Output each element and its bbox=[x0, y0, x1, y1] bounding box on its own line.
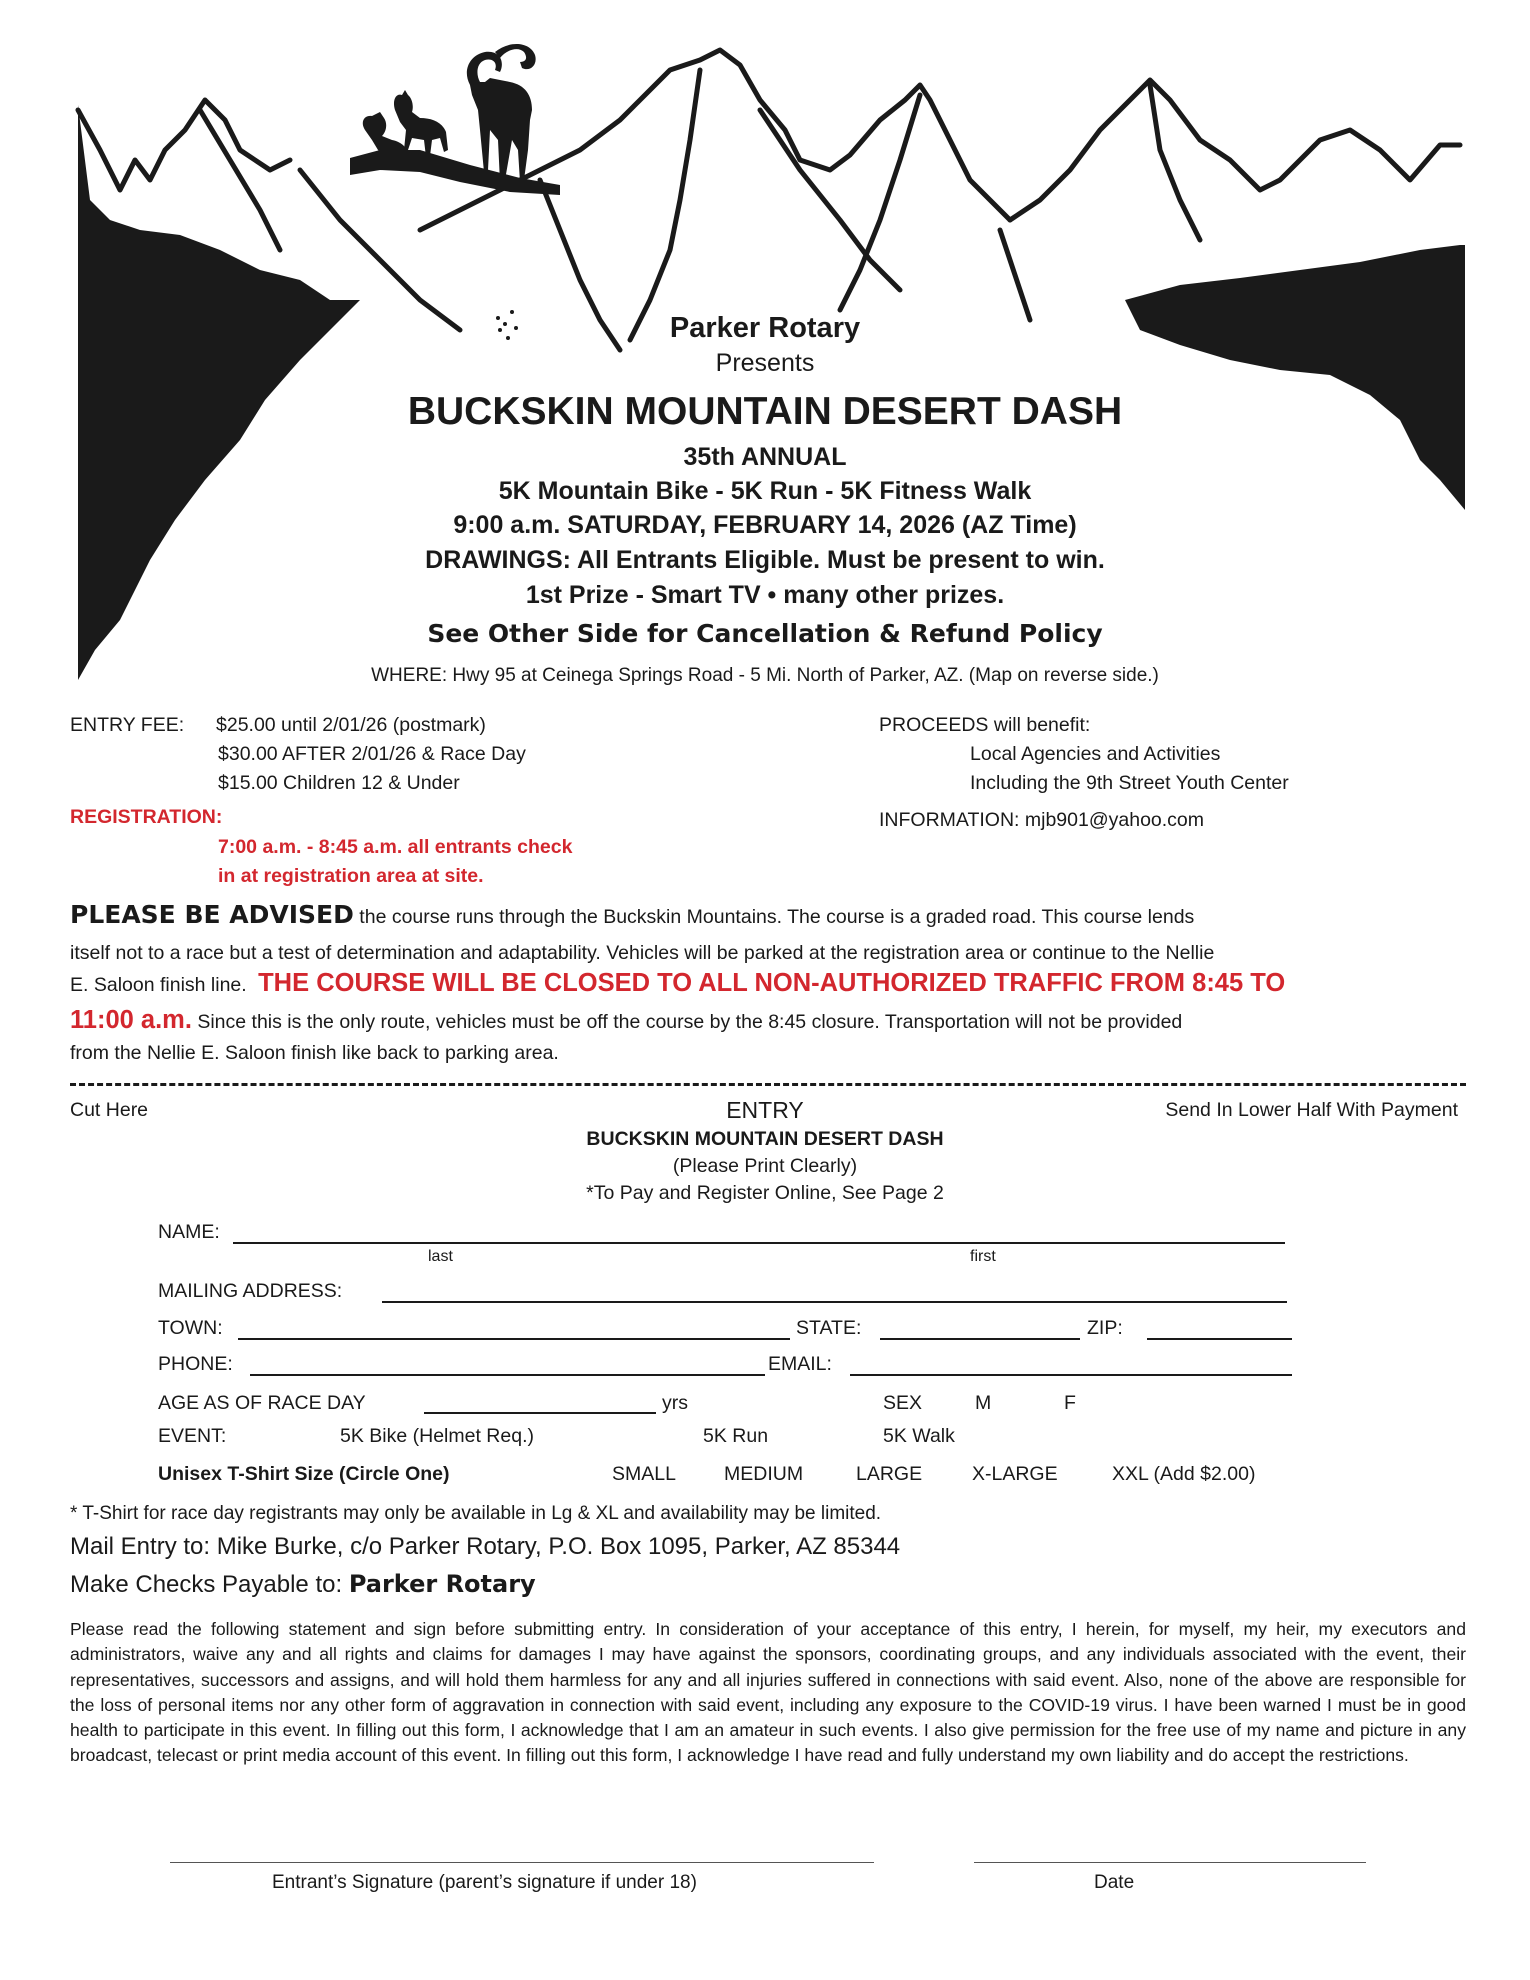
ridge-lines-5 bbox=[840, 95, 920, 310]
email-label: EMAIL: bbox=[768, 1353, 832, 1375]
age-unit: yrs bbox=[662, 1392, 688, 1414]
ridge-lines-4 bbox=[760, 110, 900, 290]
tshirt-option-small[interactable]: SMALL bbox=[612, 1463, 676, 1485]
entry-fee-item: $25.00 until 2/01/26 (postmark) bbox=[216, 714, 486, 736]
event-list: 5K Mountain Bike - 5K Run - 5K Fitness Walk bbox=[498, 477, 1032, 505]
last-name-hint: last bbox=[428, 1248, 453, 1265]
signature-field[interactable] bbox=[170, 1862, 874, 1863]
advisory-line-3 bbox=[70, 969, 1285, 998]
phone-field[interactable] bbox=[250, 1374, 765, 1376]
zip-label: ZIP: bbox=[1087, 1317, 1123, 1339]
ridge-right bbox=[1010, 80, 1460, 220]
cut-line-divider bbox=[70, 1083, 1466, 1086]
sex-option-f[interactable]: F bbox=[1064, 1392, 1076, 1414]
age-label: AGE AS OF RACE DAY bbox=[158, 1392, 366, 1414]
tshirt-availability-note: * T-Shirt for race day registrants may only be available in Lg & XL and availability may be limited. bbox=[70, 1503, 882, 1524]
name-field[interactable] bbox=[233, 1242, 1285, 1244]
ridge-lines-3 bbox=[630, 70, 700, 340]
advisory-line-4 bbox=[70, 1006, 1182, 1035]
entry-fee-item: $15.00 Children 12 & Under bbox=[218, 772, 460, 794]
cut-here-label: Cut Here bbox=[70, 1099, 149, 1121]
town-field[interactable] bbox=[238, 1338, 790, 1340]
event-option-run[interactable]: 5K Run bbox=[703, 1425, 769, 1447]
advisory-line-2: itself not to a race but a test of determination and adaptability. Vehicles will be parked at the registration area or continue to the Nellie bbox=[70, 942, 1215, 964]
closure-end-time: 11:00 a.m. bbox=[70, 1006, 192, 1034]
online-registration-note: *To Pay and Register Online, See Page 2 bbox=[586, 1182, 944, 1204]
phone-label: PHONE: bbox=[158, 1353, 233, 1375]
tshirt-size-label: Unisex T-Shirt Size (Circle One) bbox=[158, 1463, 450, 1485]
state-label: STATE: bbox=[796, 1317, 862, 1339]
sex-label: SEX bbox=[883, 1392, 923, 1414]
event-option-bike[interactable]: 5K Bike (Helmet Req.) bbox=[340, 1425, 534, 1447]
mailing-address-label: MAILING ADDRESS: bbox=[158, 1280, 343, 1302]
date-field[interactable] bbox=[974, 1862, 1366, 1863]
state-field[interactable] bbox=[880, 1338, 1080, 1340]
proceeds-item: Including the 9th Street Youth Center bbox=[970, 772, 1289, 794]
advisory-line-5: from the Nellie E. Saloon finish like back to parking area. bbox=[70, 1042, 559, 1064]
checks-payable bbox=[70, 1570, 536, 1599]
tshirt-option-large[interactable]: LARGE bbox=[856, 1463, 923, 1485]
drawings-info: DRAWINGS: All Entrants Eligible. Must be present to win. bbox=[425, 546, 1105, 574]
entry-fee-item: $30.00 AFTER 2/01/26 & Race Day bbox=[218, 743, 526, 765]
advisory-lead: PLEASE BE ADVISED bbox=[70, 900, 354, 929]
event-title: BUCKSKIN MOUNTAIN DESERT DASH bbox=[407, 390, 1123, 433]
presenter-name: Parker Rotary bbox=[669, 312, 861, 344]
advisory-text: Since this is the only route, vehicles must be off the course by the 8:45 closure. Transportation will not be provided bbox=[191, 1011, 1183, 1033]
annual-label: 35th ANNUAL bbox=[683, 443, 847, 471]
liability-waiver: Please read the following statement and sign before submitting entry. In consideration of your acceptance of this entry, I herein, for myself, my heir, my executors and administrators, waive any and all rights and claims for damages I may have against the sponsors, coordinating groups, and any individuals associated with the event, their representatives, successors and assigns, and will hold them harmless for any and all injuries suffered in connections with said event. Also, none of the above are responsible for the loss of personal items nor any other form of aggravation in connection with said event, including any exposure to the COVID-19 virus. I have been warned I must be in good health to participate in this event. In filling out this form, I acknowledge that I am an amateur in such events. I also give permission for the free use of my name and picture in any broadcast, telecast or print media account of this event. In filling out this form, I acknowledge I have read and fully understand my own liability and do accept the restrictions. bbox=[70, 1619, 1466, 1766]
age-field[interactable] bbox=[424, 1412, 656, 1414]
closure-warning: THE COURSE WILL BE CLOSED TO ALL NON-AUTHORIZED TRAFFIC FROM 8:45 TO bbox=[258, 969, 1286, 997]
name-label: NAME: bbox=[158, 1221, 220, 1243]
prize-info: 1st Prize - Smart TV • many other prizes. bbox=[525, 581, 1005, 609]
tshirt-option-xxl[interactable]: XXL (Add $2.00) bbox=[1112, 1463, 1256, 1485]
checks-payee: Parker Rotary bbox=[348, 1570, 536, 1598]
refund-policy-notice: See Other Side for Cancellation & Refund Policy bbox=[427, 619, 1103, 648]
information-contact[interactable]: INFORMATION: mjb901@yahoo.com bbox=[879, 809, 1205, 831]
first-name-hint: first bbox=[970, 1248, 996, 1265]
date-label: Date bbox=[1094, 1872, 1135, 1893]
sex-option-m[interactable]: M bbox=[975, 1392, 992, 1414]
event-datetime: 9:00 a.m. SATURDAY, FEBRUARY 14, 2026 (AZ Time) bbox=[453, 511, 1077, 539]
signature-label: Entrant’s Signature (parent’s signature if under 18) bbox=[272, 1872, 697, 1893]
print-clearly-note: (Please Print Clearly) bbox=[672, 1155, 858, 1177]
mailing-address-field[interactable] bbox=[382, 1301, 1287, 1303]
town-label: TOWN: bbox=[158, 1317, 223, 1339]
send-in-label: Send In Lower Half With Payment bbox=[1165, 1099, 1458, 1121]
proceeds-label: PROCEEDS will benefit: bbox=[879, 714, 1091, 736]
event-option-walk[interactable]: 5K Walk bbox=[883, 1425, 955, 1447]
presents-label: Presents bbox=[715, 349, 815, 377]
email-field[interactable] bbox=[850, 1374, 1292, 1376]
advisory-text: E. Saloon finish line. bbox=[70, 974, 253, 996]
mail-entry-address: Mail Entry to: Mike Burke, c/o Parker Rotary, P.O. Box 1095, Parker, AZ 85344 bbox=[70, 1533, 901, 1560]
proceeds-item: Local Agencies and Activities bbox=[970, 743, 1221, 765]
ridge-lines-8 bbox=[1000, 230, 1030, 320]
advisory-text: the course runs through the Buckskin Mountains. The course is a graded road. This course lends bbox=[353, 906, 1195, 928]
entry-heading: ENTRY bbox=[726, 1097, 804, 1123]
checks-label: Make Checks Payable to: bbox=[70, 1571, 349, 1598]
entry-title: BUCKSKIN MOUNTAIN DESERT DASH bbox=[586, 1128, 944, 1150]
entry-fee-label: ENTRY FEE: bbox=[70, 714, 185, 736]
zip-field[interactable] bbox=[1147, 1338, 1292, 1340]
event-label: EVENT: bbox=[158, 1425, 227, 1447]
registration-label: REGISTRATION: bbox=[70, 806, 223, 828]
ridge-lines-7 bbox=[200, 110, 280, 250]
registration-time: 7:00 a.m. - 8:45 a.m. all entrants check bbox=[218, 836, 573, 858]
advisory-line-1 bbox=[70, 900, 1194, 929]
bighorn-sheep bbox=[350, 44, 560, 195]
tshirt-option-xlarge[interactable]: X-LARGE bbox=[972, 1463, 1058, 1485]
ridge-left bbox=[78, 100, 290, 190]
location-info: WHERE: Hwy 95 at Ceinega Springs Road - 5 Mi. North of Parker, AZ. (Map on reverse side.) bbox=[371, 665, 1159, 686]
tshirt-option-medium[interactable]: MEDIUM bbox=[724, 1463, 804, 1485]
registration-location: in at registration area at site. bbox=[218, 865, 484, 887]
